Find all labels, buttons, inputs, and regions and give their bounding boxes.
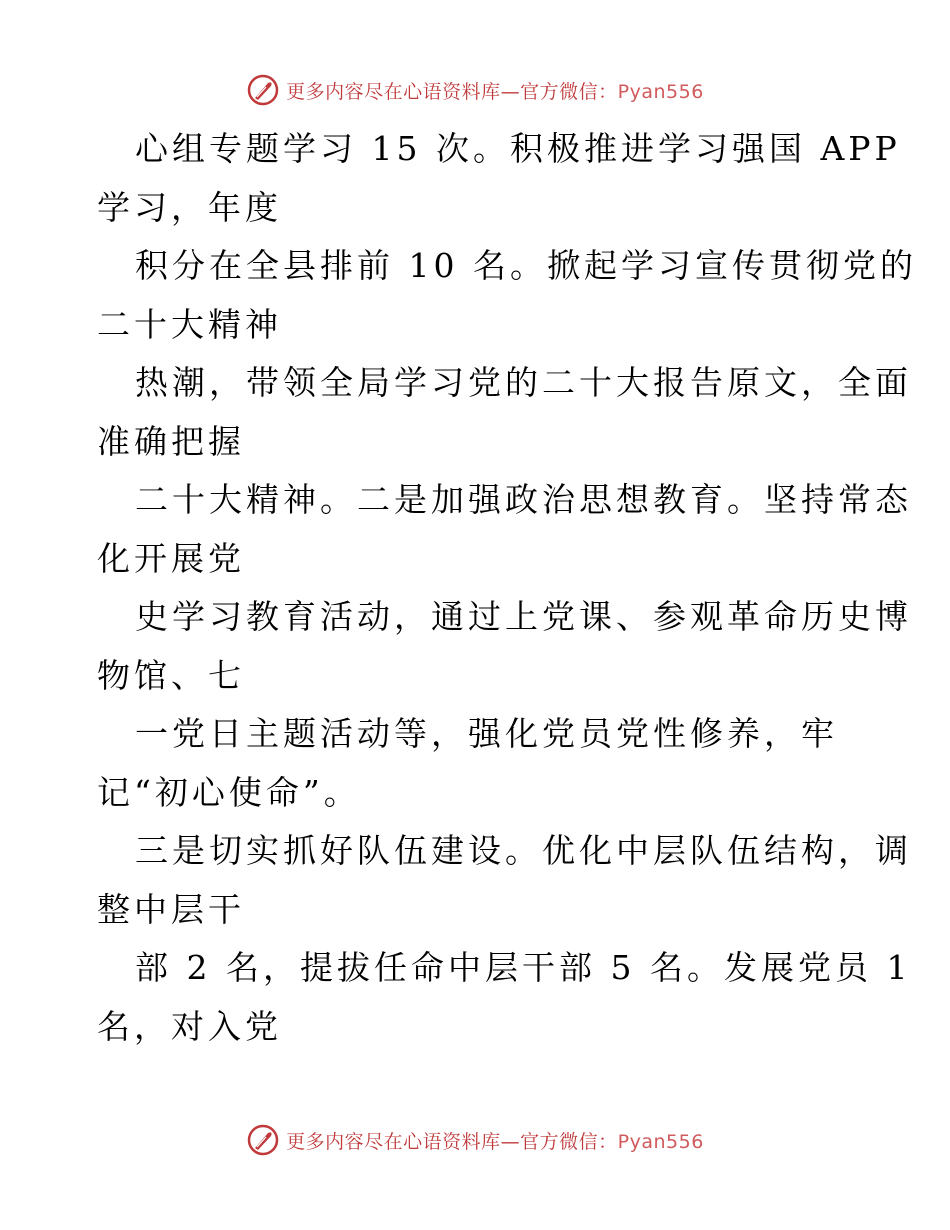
text-line: 整中层干 (97, 889, 245, 929)
watermark-text: 更多内容尽在心语资料库—官方微信：Pyan556 (286, 80, 704, 103)
feather-pen-logo-icon (246, 73, 280, 107)
text-line: 化开展党 (97, 538, 245, 578)
text-line: 史学习教育活动，通过上党课、参观革命历史博 (135, 597, 912, 636)
feather-pen-logo-icon (246, 1123, 280, 1157)
text-line: 一党日主题活动等，强化党员党性修养，牢 (135, 714, 838, 753)
text-line: 学习，年度 (97, 187, 282, 227)
text-line: 部 2 名，提拔任命中层干部 5 名。发展党员 1 (135, 948, 912, 987)
text-line: 记“初心使命”。 (97, 772, 361, 812)
footer-watermark (0, 1120, 950, 1160)
watermark-text: 更多内容尽在心语资料库—官方微信：Pyan556 (286, 1130, 704, 1153)
text-line: 准确把握 (97, 421, 245, 461)
header-watermark (0, 70, 950, 110)
wechat-id: Pyan556 (617, 80, 704, 103)
text-line: 心组专题学习 15 次。积极推进学习强国 APP (135, 129, 901, 168)
text-line: 三是切实抓好队伍建设。优化中层队伍结构，调 (135, 831, 912, 870)
text-line: 二十大精神。二是加强政治思想教育。坚持常态 (135, 480, 912, 519)
text-line: 二十大精神 (97, 304, 282, 344)
text-line: 热潮，带领全局学习党的二十大报告原文，全面 (135, 363, 912, 402)
text-line: 积分在全县排前 10 名。掀起学习宣传贯彻党的 (135, 246, 917, 285)
text-line: 名，对入党 (97, 1006, 282, 1046)
wechat-id: Pyan556 (617, 1130, 704, 1153)
text-line: 物馆、七 (97, 655, 245, 695)
document-body (97, 120, 917, 1056)
